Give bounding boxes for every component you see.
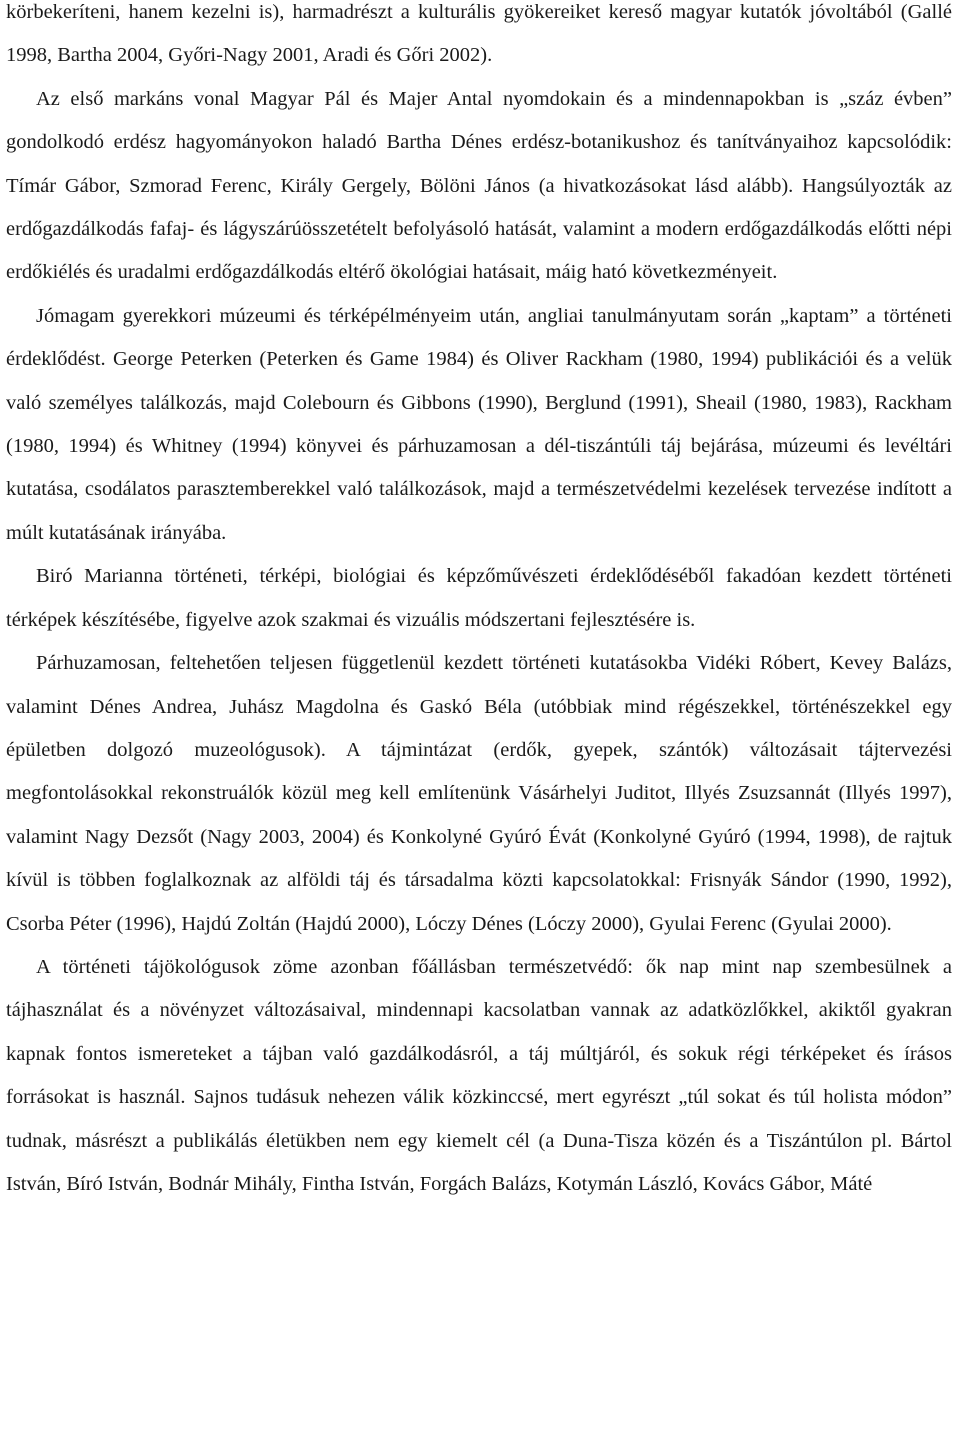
paragraph-biro-marianna: Biró Marianna történeti, térképi, biológiai és képzőművészeti érdeklődéséből fakadóan kezdett történeti térképek készítésébe, figyelve azok szakmai és vizuális módszertani fejlesztésére is. (6, 565, 952, 631)
paragraph-conservationists: A történeti tájökológusok zöme azonban főállásban természetvédő: ők nap mint nap szembesülnek a tájhasználat és a növényzet változásaival, mindennapi kacsolatban vannak az adatközlőkkel, akiktől gyakran kapnak fontos ismereteket a tájban való gazdálkodásról, a táj múltjáról, és sokuk régi térképeket és írásos forrásokat is használ. Sajnos tudásuk nehezen válik közkinccsé, mert egyrészt „túl sokat és túl holista módon” tudnak, másrészt a publikálás életükben nem egy kiemelt cél (a Duna-Tisza közén és a Tiszántúlon pl. Bártol István, Bíró István, Bodnár Mihály, Fintha István, Forgách Balázs, Kotymán László, Kovács Gábor, Máté (6, 955, 952, 1195)
paragraph-personal-interest: Jómagam gyerekkori múzeumi és térképélményeim után, angliai tanulmányutam során „kaptam” a történeti érdeklődést. George Peterken (Peterken és Game 1984) és Oliver Rackham (1980, 1994) publikációi és a velük való személyes találkozás, majd Colebourn és Gibbons (1990), Berglund (1991), Sheail (1980, 1983), Rackham (1980, 1994) és Whitney (1994) könyvei és párhuzamosan a dél-tiszántúli táj bejárása, múzeumi és levéltári kutatása, csodálatos parasztemberekkel való találkozások, majd a természetvédelmi kezelések tervezése indított a múlt kutatásának irányába. (6, 304, 952, 544)
document-page (6, 0, 952, 1206)
paragraph-parallel-research: Párhuzamosan, feltehetően teljesen függetlenül kezdett történeti kutatásokba Vidéki Róbert, Kevey Balázs, valamint Dénes Andrea, Juhász Magdolna és Gaskó Béla (utóbbiak mind régészekkel, történészekkel egy épületben dolgozó muzeológusok). A tájmintázat (erdők, gyepek, szántók) változásait tájtervezési megfontolásokkal rekonstruálók közül meg kell említenünk Vásárhelyi Juditot, Illyés Zsuzsannát (Illyés 1997), valamint Nagy Dezsőt (Nagy 2003, 2004) és Konkolyné Gyúró Évát (Konkolyné Gyúró (1994, 1998), de rajtuk kívül is többen foglalkoznak az alföldi táj és társadalma közti kapcsolatokkal: Frisnyák Sándor (1990, 1992), Csorba Péter (1996), Hajdú Zoltán (Hajdú 2000), Lóczy Dénes (Lóczy 2000), Gyulai Ferenc (Gyulai 2000). (6, 652, 952, 935)
paragraph-first-line: Az első markáns vonal Magyar Pál és Majer Antal nyomdokain és a mindennapokban is „száz évben” gondolkodó erdész hagyományokon haladó Bartha Dénes erdész-botanikushoz és tanítványaihoz kapcsolódik: Tímár Gábor, Szmorad Ferenc, Király Gergely, Bölöni János (a hivatkozásokat lásd alább). Hangsúlyozták az erdőgazdálkodás fafaj- és lágyszárúösszetételt befolyásoló hatását, valamint a modern erdőgazdálkodás előtti népi erdőkiélés és uradalmi erdőgazdálkodás eltérő ökológiai hatásait, máig ható következményeit. (6, 87, 952, 284)
paragraph-continuation: körbekeríteni, hanem kezelni is), harmadrészt a kulturális gyökereiket kereső magyar kutatók jóvoltából (Gallé 1998, Bartha 2004, Győri-Nagy 2001, Aradi és Gőri 2002). (6, 1, 952, 67)
